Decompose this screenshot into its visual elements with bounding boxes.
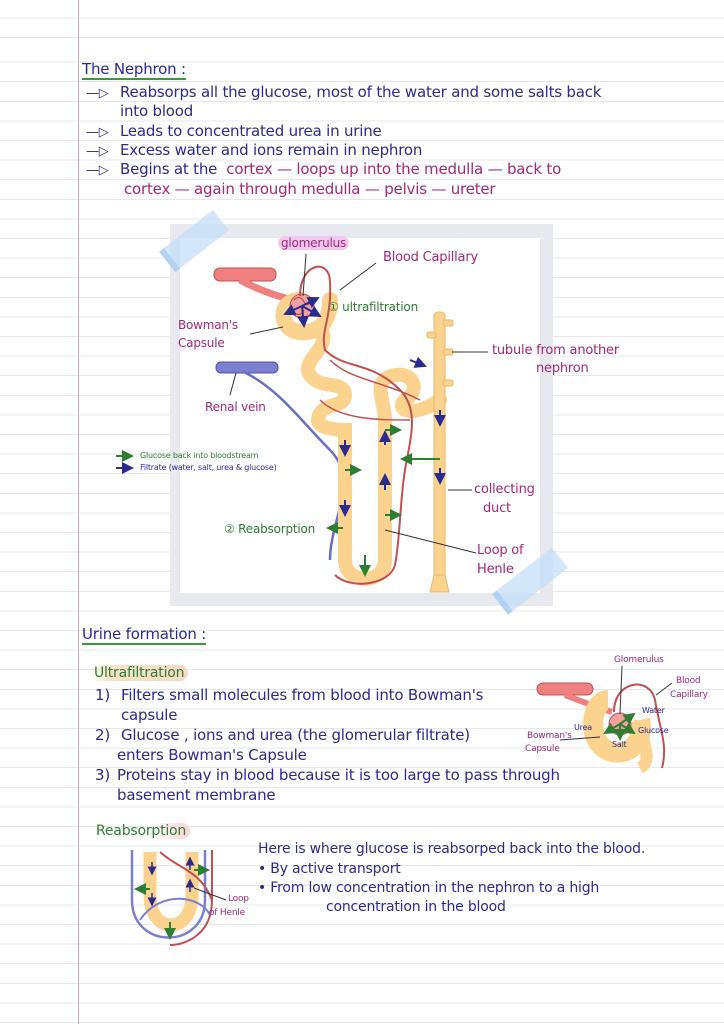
ultrafiltration-item-1: 1) Filters small molecules from blood into Bowman's [95,686,484,704]
label-glomerulus: glomerulus [278,236,349,250]
label-renal-vein: Renal vein [205,400,266,414]
mini-label-loop-1: Loop [228,894,249,904]
label-reabsorption: ② Reabsorption [224,522,316,536]
mini-label-glucose: Glucose [638,726,669,735]
arrow-bullet-icon: —▷ [86,163,109,178]
nephron-bullet-3: —▷ Excess water and ions remain in nephron [86,141,423,159]
ultrafiltration-item-3-cont: basement membrane [117,786,276,804]
arrow-bullet-icon: —▷ [86,125,109,140]
reabsorption-heading: Reabsorption [92,823,190,839]
mini-label-loop-2: of Henle [209,908,245,918]
ultrafiltration-item-2: 2) Glucose , ions and urea (the glomerular filtrate) [95,726,470,744]
reabsorption-bullet-2-cont: concentration in the blood [326,899,506,915]
label-loop-of-henle-1: Loop of [477,543,524,558]
label-ultrafiltration: ① ultrafiltration [328,300,418,314]
legend-filtrate: Filtrate (water, salt, urea & glucose) [140,463,277,472]
nephron-tubule [284,300,441,579]
nephron-bullet-4: —▷ Begins at the cortex — loops up into the medulla — back to [86,160,562,178]
leader-lines [230,254,488,553]
mini-label-water: Water [642,706,665,715]
label-bowmans-capsule-2: Capsule [178,336,225,350]
nephron-bullet-1-cont: into blood [120,102,194,120]
label-tubule-1: tubule from another [492,343,619,358]
mini-label-blood-2: Capillary [670,690,708,700]
mini-label-blood-1: Blood [676,676,701,686]
ultrafiltration-heading: Ultrafiltration [90,665,188,681]
collecting-duct [427,312,453,592]
mini-label-bowmans-2: Capsule [525,744,560,754]
label-blood-capillary: Blood Capillary [383,250,478,265]
mini-label-glomerulus: Glomerulus [614,655,664,665]
ultrafiltration-item-3: 3) Proteins stay in blood because it is too large to pass through [95,766,560,784]
nephron-bullet-4-cont: cortex — again through medulla — pelvis — ureter [124,180,496,198]
mini-loop-of-henle-diagram [132,850,226,945]
mini-label-bowmans-1: Bowman's [527,731,572,741]
arrow-bullet-icon: —▷ [86,144,109,159]
afferent-arteriole [214,268,292,300]
reabsorption-intro: Here is where glucose is reabsorped back into the blood. [258,841,646,857]
label-tubule-2: nephron [536,361,589,376]
nephron-bullet-2: —▷ Leads to concentrated urea in urine [86,122,382,140]
legend-glucose: Glucose back into bloodstream [140,451,259,460]
reabsorption-bullet-1: • By active transport [258,861,401,877]
nephron-title: The Nephron : [82,60,186,78]
reabsorption-bullet-2: • From low concentration in the nephron to a high [258,880,600,896]
mini-label-salt: Salt [612,740,627,749]
label-bowmans-capsule-1: Bowman's [178,318,238,332]
nephron-bullet-1: —▷ Reabsorps all the glucose, most of the water and some salts back [86,83,602,101]
arrow-bullet-icon: —▷ [86,86,109,101]
mini-label-urea: Urea [574,723,592,732]
ultrafiltration-item-1-cont: capsule [121,706,178,724]
label-loop-of-henle-2: Henle [477,562,514,577]
label-collecting-duct-1: collecting [474,482,535,497]
urine-formation-title: Urine formation : [82,625,207,643]
ultrafiltration-item-2-cont: enters Bowman's Capsule [117,746,307,764]
label-collecting-duct-2: duct [483,501,511,516]
